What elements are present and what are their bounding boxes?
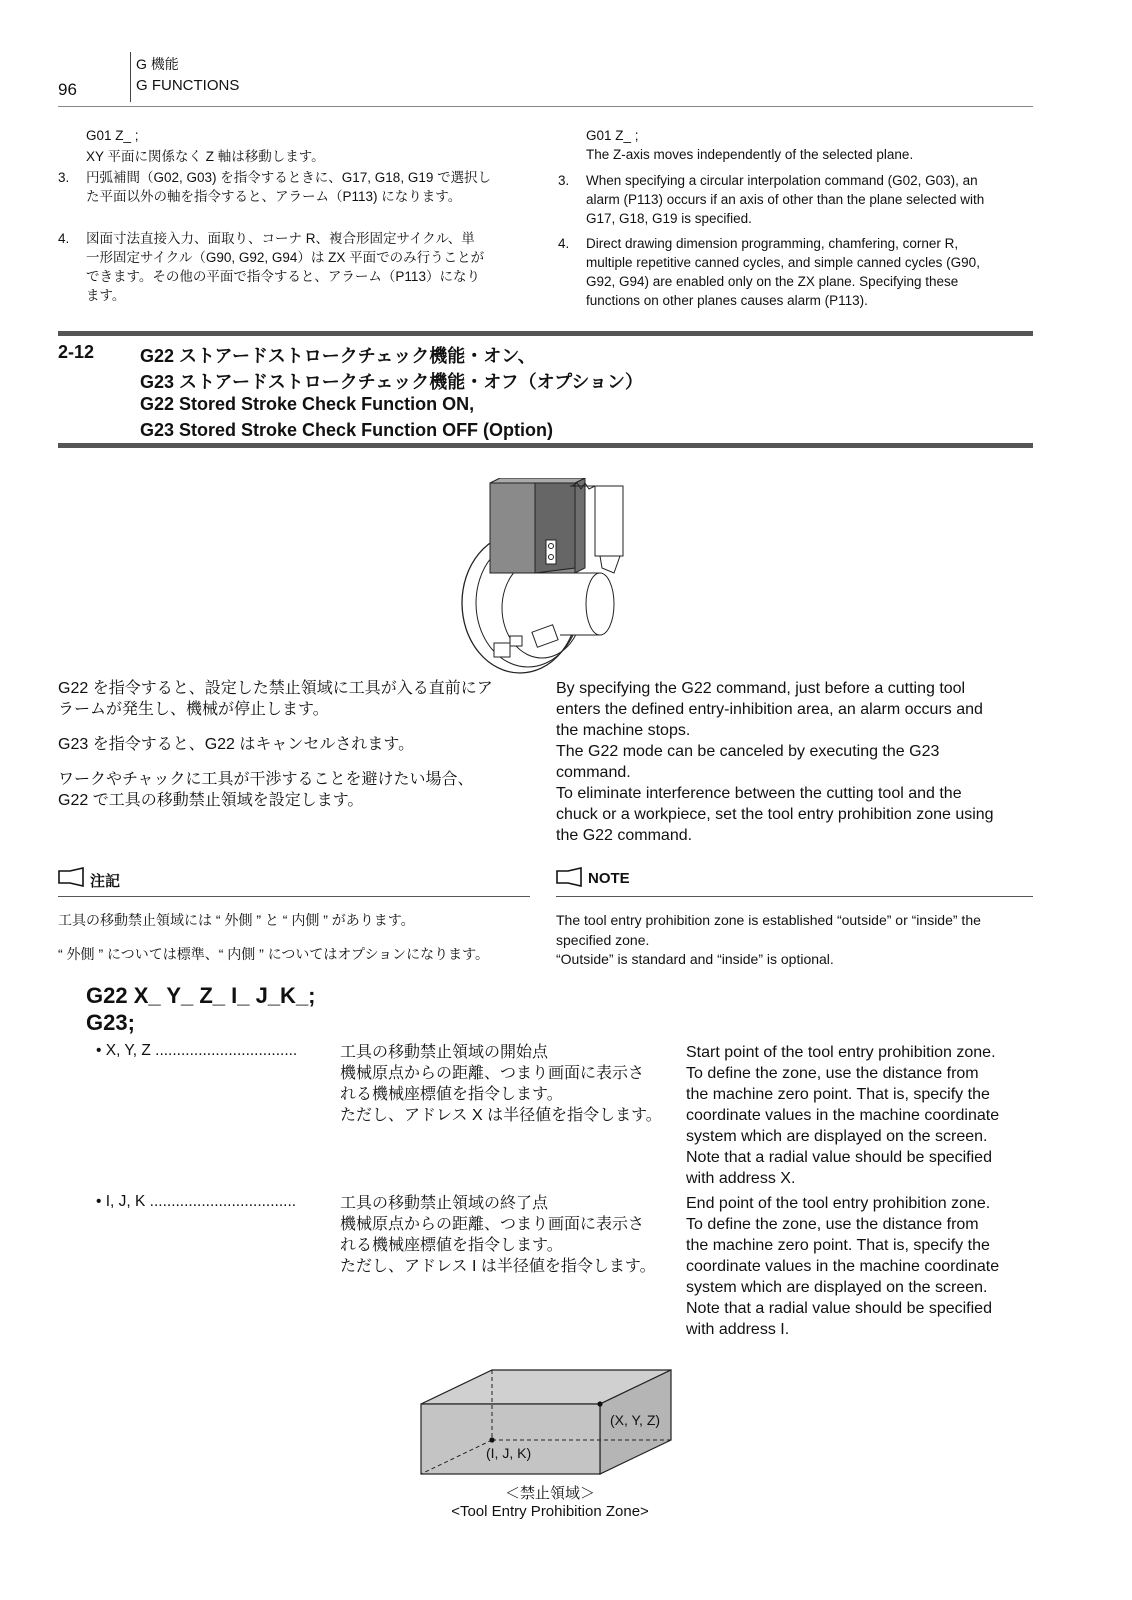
param-label-ijk: • I, J, K .................................. [96, 1193, 297, 1210]
param-line: Start point of the tool entry prohibition zone. [686, 1044, 996, 1061]
paragraph-line: By specifying the G22 command, just before a cutting tool [556, 680, 966, 697]
param-line: coordinate values in the machine coordinate [686, 1258, 1000, 1275]
paragraph-line: enters the defined entry-inhibition area, an alarm occurs and [556, 701, 983, 718]
section-rule-bottom [58, 443, 1033, 448]
note-number: 4. [558, 236, 570, 251]
header-title-en: G FUNCTIONS [136, 77, 240, 94]
point-ijk-marker [489, 1437, 494, 1442]
note-number: 3. [558, 173, 570, 188]
paragraph-line: command. [556, 764, 631, 781]
note-line: G17, G18, G19 is specified. [586, 211, 752, 226]
note-line: “ 外側 ” については標準、“ 内側 ” についてはオプションになります。 [58, 945, 490, 962]
note-rule-en [556, 896, 1033, 897]
note-icon [58, 867, 84, 887]
note-3-jp [58, 168, 546, 206]
paragraph-line: chuck or a workpiece, set the tool entry prohibition zone using [556, 806, 994, 823]
header-title-jp: G 機能 [136, 56, 179, 72]
paragraph-line: The G22 mode can be canceled by executing the G23 [556, 743, 940, 760]
note-line: 工具の移動禁止領域には “ 外側 ” と “ 内側 ” があります。 [58, 912, 415, 928]
section-rule-top [58, 331, 1033, 336]
param-jp-ijk [340, 1193, 680, 1277]
param-line: 機械原点からの距離、つまり画面に表示さ [340, 1065, 645, 1082]
section-number: 2-12 [58, 342, 95, 362]
note-line: alarm (P113) occurs if an axis of other than the plane selected with [586, 192, 985, 207]
param-line: Note that a radial value should be specified [686, 1149, 992, 1166]
paragraph-line: To eliminate interference between the cutting tool and the [556, 785, 962, 802]
note-label-en: NOTE [588, 870, 630, 887]
note-line: 図面寸法直接入力、面取り、コーナ R、複合形固定サイクル、単 [86, 231, 475, 246]
paragraph-line: ワークやチャックに工具が干渉することを避けたい場合、 [58, 771, 474, 788]
point-xyz-marker [597, 1401, 602, 1406]
note-line: “Outside” is standard and “inside” is optional. [556, 951, 834, 967]
section-title-en-1: G22 Stored Stroke Check Function ON, [140, 394, 475, 414]
note-line: G92, G94) are enabled only on the ZX plane. Specifying these [586, 274, 959, 289]
param-line: Note that a radial value should be specified [686, 1300, 992, 1317]
section-title-jp-2: G23 ストアードストロークチェック機能・オフ（オプション） [140, 372, 644, 392]
param-line: system which are displayed on the screen. [686, 1279, 988, 1296]
param-en-xyz [686, 1042, 1046, 1189]
section-title-jp-1: G22 ストアードストロークチェック機能・オン、 [140, 346, 536, 366]
note-line: multiple repetitive canned cycles, and simple canned cycles (G90, [586, 255, 980, 270]
param-en-ijk [686, 1193, 1046, 1340]
note-line: 一形固定サイクル（G90, G92, G94）は ZX 平面でのみ行うことが [86, 250, 485, 265]
param-line: system which are displayed on the screen. [686, 1128, 988, 1145]
section-title-en-2: G23 Stored Stroke Check Function OFF (Option) [140, 420, 554, 440]
paragraph-line: G22 で工具の移動禁止領域を設定します。 [58, 792, 364, 809]
note-line: The tool entry prohibition zone is established “outside” or “inside” the [556, 912, 981, 928]
param-line: with address X. [686, 1170, 796, 1187]
note-line: た平面以外の軸を指令すると、アラーム（P113) になります。 [86, 189, 462, 204]
code-description: The Z-axis moves independently of the selected plane. [586, 147, 914, 162]
param-line: 工具の移動禁止領域の終了点 [340, 1195, 549, 1212]
header-divider [130, 52, 131, 102]
paragraph-line: G22 を指令すると、設定した禁止領域に工具が入る直前にア [58, 680, 493, 697]
note-number: 3. [58, 170, 70, 185]
note-4-jp [58, 229, 546, 305]
point-ijk-label: (I, J, K) [486, 1445, 532, 1461]
top-notes-en [558, 126, 1036, 310]
note-3-en [558, 171, 1036, 228]
point-xyz-label: (X, Y, Z) [610, 1412, 661, 1428]
note-line: specified zone. [556, 931, 650, 948]
diagram-caption-jp: ＜禁止領域＞ [504, 1485, 595, 1502]
paragraph-line: the G22 command. [556, 827, 693, 844]
note-line: functions on other planes causes alarm (P113). [586, 293, 868, 308]
code-description: XY 平面に関係なく Z 軸は移動します。 [86, 149, 325, 164]
note-line: 円弧補間（G02, G03) を指令するときに、G17, G18, G19 で選択し [86, 170, 492, 185]
top-notes-jp [58, 126, 546, 305]
note-label-jp: 注記 [90, 873, 121, 890]
note-number: 4. [58, 231, 70, 246]
param-line: れる機械座標値を指令します。 [340, 1086, 563, 1103]
page-number: 96 [58, 80, 77, 99]
paragraph-line: ラームが発生し、機械が停止します。 [58, 701, 329, 718]
note-line: When specifying a circular interpolation command (G02, G03), an [586, 173, 978, 188]
param-line: coordinate values in the machine coordinate [686, 1107, 1000, 1124]
param-line: End point of the tool entry prohibition zone. [686, 1195, 991, 1212]
note-body-en [556, 911, 1036, 970]
note-line: できます。その他の平面で指令すると、アラーム（P113）になり [86, 269, 480, 284]
chuck-tool-illustration [450, 478, 640, 678]
note-body-jp [58, 911, 533, 964]
command-format-line-1: G22 X_ Y_ Z_ I_ J_K_; [86, 983, 316, 1008]
description-en [556, 678, 1036, 846]
param-line: ただし、アドレス I は半径値を指令します。 [340, 1258, 656, 1275]
note-rule-jp [58, 896, 530, 897]
note-4-en [558, 234, 1036, 310]
paragraph-line: G23 を指令すると、G22 はキャンセルされます。 [58, 736, 415, 753]
param-line: the machine zero point. That is, specify the [686, 1086, 990, 1103]
param-line: To define the zone, use the distance from [686, 1065, 979, 1082]
paragraph-line: the machine stops. [556, 722, 691, 739]
param-line: To define the zone, use the distance from [686, 1216, 979, 1233]
param-line: れる機械座標値を指令します。 [340, 1237, 563, 1254]
param-line: ただし、アドレス X は半径値を指令します。 [340, 1107, 662, 1124]
diagram-caption-en: <Tool Entry Prohibition Zone> [451, 1503, 649, 1520]
param-jp-xyz [340, 1042, 680, 1126]
param-line: 機械原点からの距離、つまり画面に表示さ [340, 1216, 645, 1233]
param-label-xyz: • X, Y, Z ................................. [96, 1042, 298, 1059]
note-line: ます。 [86, 288, 126, 303]
param-line: the machine zero point. That is, specify the [686, 1237, 990, 1254]
description-jp [58, 678, 528, 811]
note-icon [556, 867, 582, 887]
code-line: G01 Z_ ; [586, 128, 639, 143]
header-rule [58, 106, 1033, 107]
note-line: Direct drawing dimension programming, chamfering, corner R, [586, 236, 959, 251]
code-line: G01 Z_ ; [86, 128, 139, 143]
param-line: with address I. [686, 1321, 790, 1338]
command-format-line-2: G23; [86, 1010, 135, 1035]
param-line: 工具の移動禁止領域の開始点 [340, 1044, 549, 1061]
